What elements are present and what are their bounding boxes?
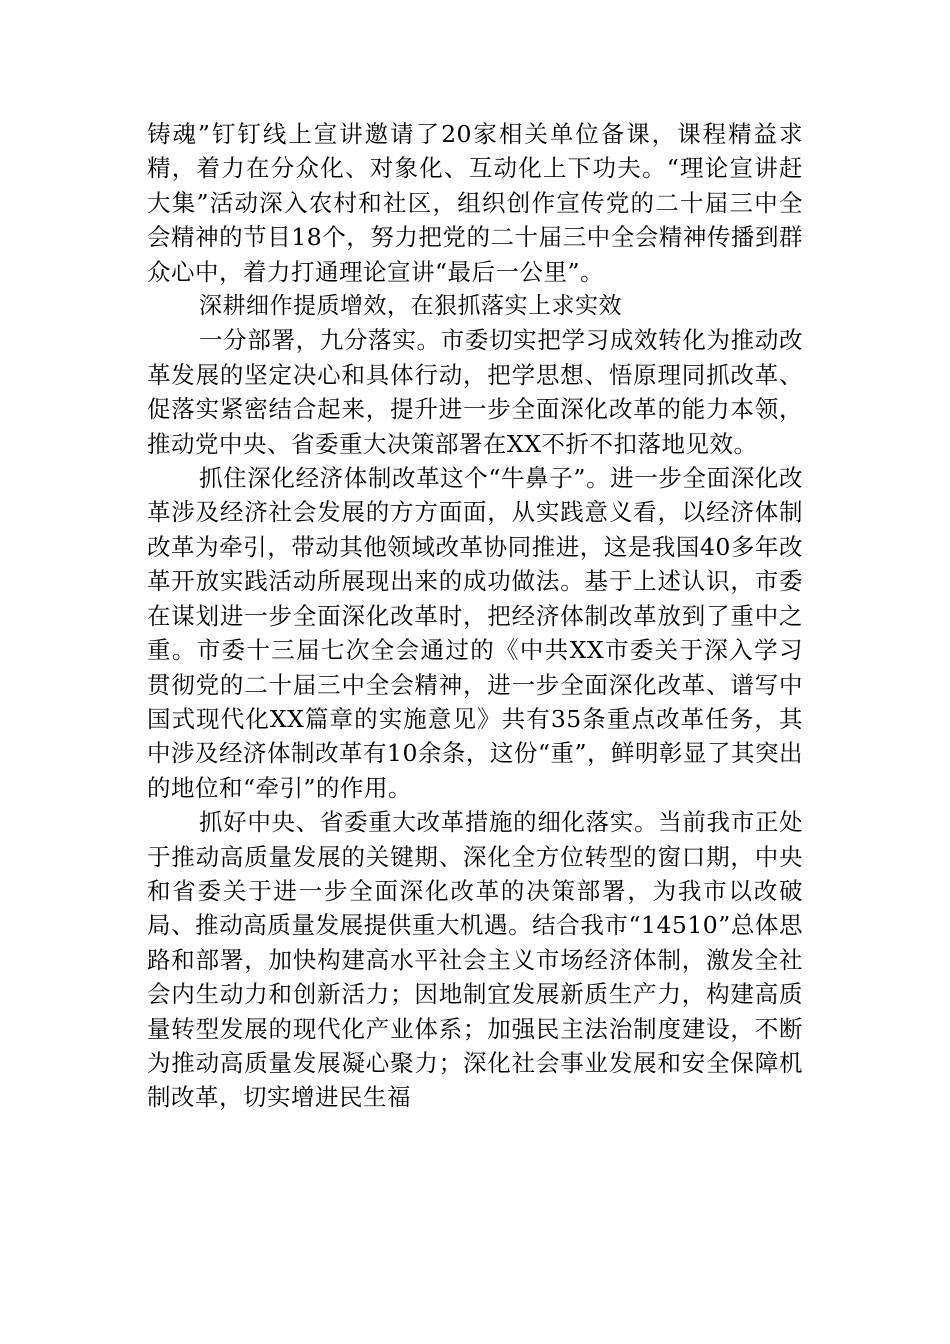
paragraph-economic-reform: 抓住深化经济体制改革这个“牛鼻子”。进一步全面深化改革涉及经济社会发展的方方面面，从实践意义看，以经济体制改革为牵引，带动其他领域改革协同推进，这是我国40多年改革开放实践活动所展现出来的成功做法。基于上述认识，市委在谋划进一步全面深化改革时，把经济体制改革放到了重中之重。市委十三届七次全会通过的《中共XX市委关于深入学习贯彻党的二十届三中全会精神，进一步全面深化改革、谱写中国式现代化XX篇章的实施意见》共有35条重点改革任务，其中涉及经济体制改革有10余条，这份“重”，鲜明彰显了其突出的地位和“牵引”的作用。 (147, 464, 803, 802)
document-body (147, 117, 803, 1115)
section-heading: 深耕细作提质增效，在狠抓落实上求实效 (199, 293, 622, 320)
paragraph-implementation: 抓好中央、省委重大改革措施的细化落实。当前我市正处于推动高质量发展的关键期、深化全方位转型的窗口期，中央和省委关于进一步全面深化改革的决策部署，为我市以改破局、推动高质量发展提供重大机遇。结合我市“14510”总体思路和部署，加快构建高水平社会主义市场经济体制，激发全社会内生动力和创新活力；因地制宜发展新质生产力，构建高质量转型发展的现代化产业体系；加强民主法治制度建设，不断为推动高质量发展凝心聚力；深化社会事业发展和安全保障机制改革，切实增进民生福 (147, 808, 803, 1112)
paragraph-continuation: 铸魂”钉钉线上宣讲邀请了20家相关单位备课，课程精益求精，着力在分众化、对象化、互动化上下功夫。“理论宣讲赶大集”活动深入农村和社区，组织创作宣传党的二十届三中全会精神的节目18个，努力把党的二十届三中全会精神传播到群众心中，着力打通理论宣讲“最后一公里”。 (147, 120, 803, 286)
paragraph-deployment: 一分部署，九分落实。市委切实把学习成效转化为推动改革发展的坚定决心和具体行动，把学思想、悟原理同抓改革、促落实紧密结合起来，提升进一步全面深化改革的能力本领，推动党中央、省委重大决策部署在XX不折不扣落地见效。 (147, 326, 803, 458)
